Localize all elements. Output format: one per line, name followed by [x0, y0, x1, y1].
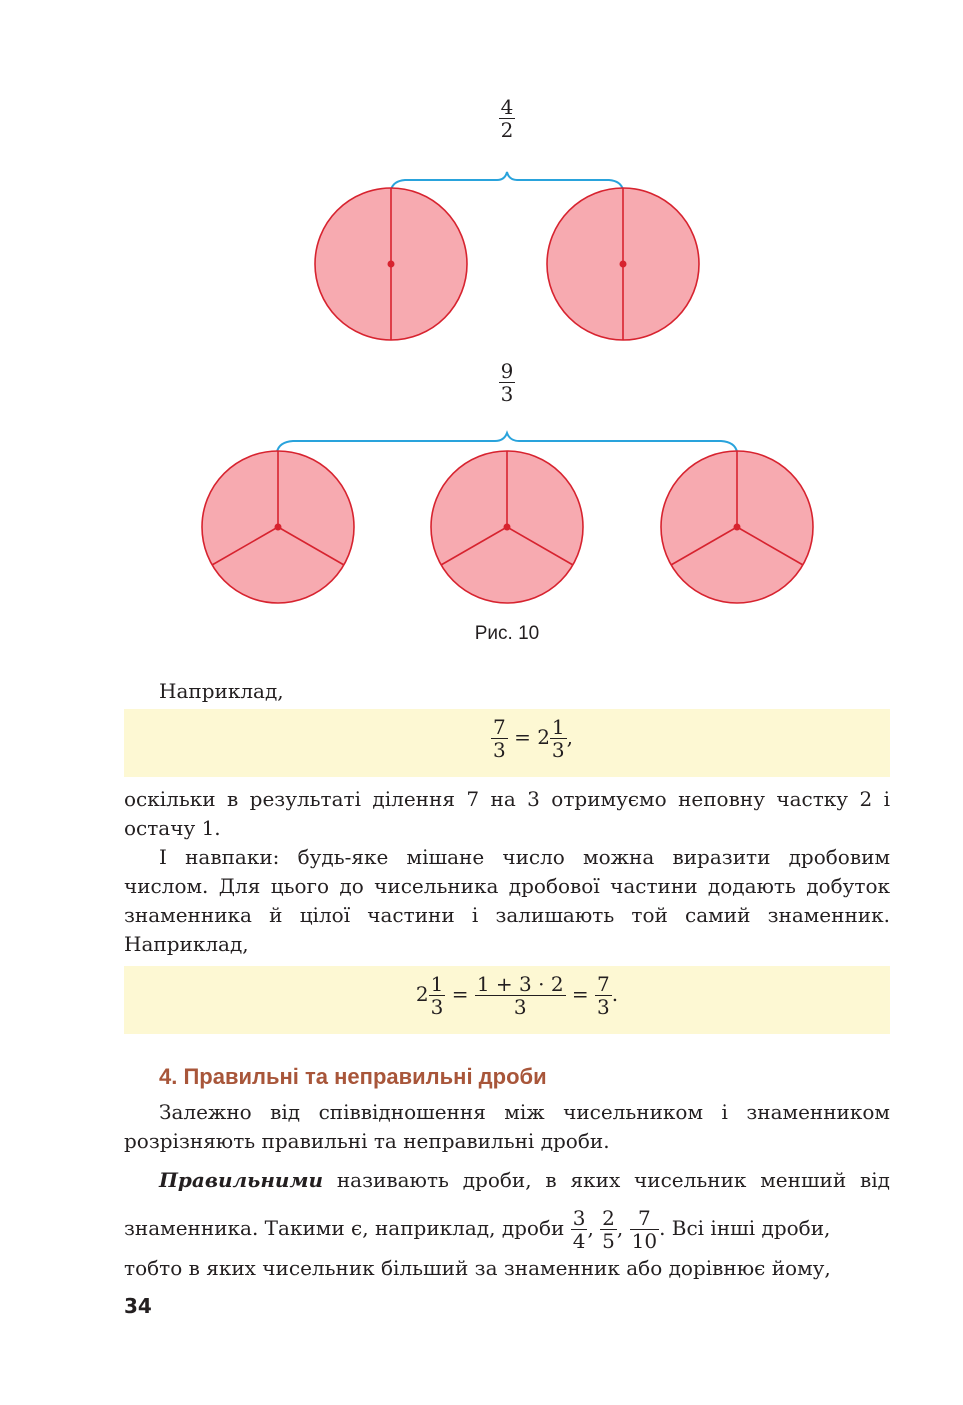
example-fraction-2-denominator: 5 — [602, 1229, 615, 1253]
third-circle-1 — [202, 451, 354, 603]
formula1-rhs-denominator: 3 — [551, 738, 565, 762]
top-brace — [391, 172, 623, 190]
section-heading: 4. Правильні та неправильні дроби — [159, 1064, 547, 1089]
bottom-brace — [277, 433, 737, 452]
separator-2: , — [616, 1216, 624, 1240]
separator-1: , — [587, 1216, 594, 1240]
paragraph-1: оскільки в результаті ділення 7 на 3 отримуємо неповну частку 2 і остачу 1. — [124, 787, 890, 840]
formula2-frac1-denominator: 3 — [430, 995, 444, 1019]
paragraph-2: І навпаки: будь-яке мішане число можна виразити дробовим числом. Для цього до чисельника дробової частини додають добуток знаменника й цілої частини і залишають той самий знаменник. Наприклад, — [124, 845, 890, 956]
half-circle-2 — [547, 188, 699, 340]
formula2-frac2-numerator: 1 + 3 · 2 — [476, 972, 564, 996]
term-proper-fractions: Правильними — [159, 1168, 324, 1192]
bottom-fraction-denominator: 3 — [500, 382, 514, 406]
formula2-end: . — [611, 982, 619, 1006]
formula1-end: , — [566, 725, 574, 749]
formula1-lhs-numerator: 7 — [492, 715, 506, 739]
half-circle-1 — [315, 188, 467, 340]
page-number: 34 — [124, 1294, 152, 1318]
formula-2 — [124, 966, 890, 1018]
formula1-whole: 2 — [537, 725, 550, 749]
example-intro: Наприклад, — [159, 679, 284, 703]
formula2-equals-2: = — [571, 982, 589, 1006]
formula1-rhs-numerator: 1 — [551, 715, 565, 739]
example-fraction-2-numerator: 2 — [602, 1206, 615, 1230]
formula2-equals-1: = — [451, 982, 469, 1006]
paragraph-4 — [124, 1156, 890, 1252]
formula1-equals: = — [514, 725, 531, 749]
example-fraction-3-denominator: 10 — [631, 1229, 658, 1253]
paragraph-5: тобто в яких чисельник більший за знаменник або дорівнює йому, — [124, 1256, 831, 1280]
paragraph-3: Залежно від співвідношення між чисельником і знаменником розрізняють правильні та неправильні дроби. — [124, 1100, 890, 1153]
example-fraction-1-numerator: 3 — [572, 1206, 586, 1230]
example-fraction-3-numerator: 7 — [637, 1206, 651, 1230]
bottom-fraction-numerator: 9 — [500, 359, 514, 383]
formula-box-2 — [124, 966, 890, 1034]
paragraph-4-text-b: . Всі інші дроби, — [659, 1216, 831, 1240]
formula-box-1 — [124, 709, 890, 777]
third-circle-3 — [661, 451, 813, 603]
formula2-frac3-denominator: 3 — [597, 995, 610, 1019]
top-fraction-denominator: 2 — [500, 118, 514, 142]
top-fraction-numerator: 4 — [500, 95, 514, 119]
formula2-frac1-numerator: 1 — [430, 972, 444, 996]
example-fraction-1-denominator: 4 — [572, 1229, 586, 1253]
figure-caption: Рис. 10 — [474, 623, 540, 644]
formula1-lhs-denominator: 3 — [492, 738, 506, 762]
formula2-frac2-denominator: 3 — [475, 995, 566, 1018]
formula2-whole: 2 — [415, 982, 429, 1006]
third-circle-2 — [431, 451, 583, 603]
paragraph-4-text-a: називають дроби, в яких чисельник менший від знаменника. Такими є, наприклад, дроби — [124, 1168, 890, 1240]
formula-1 — [124, 709, 890, 761]
fraction-circles-figure — [0, 0, 963, 620]
formula2-frac3-numerator: 7 — [597, 972, 610, 996]
